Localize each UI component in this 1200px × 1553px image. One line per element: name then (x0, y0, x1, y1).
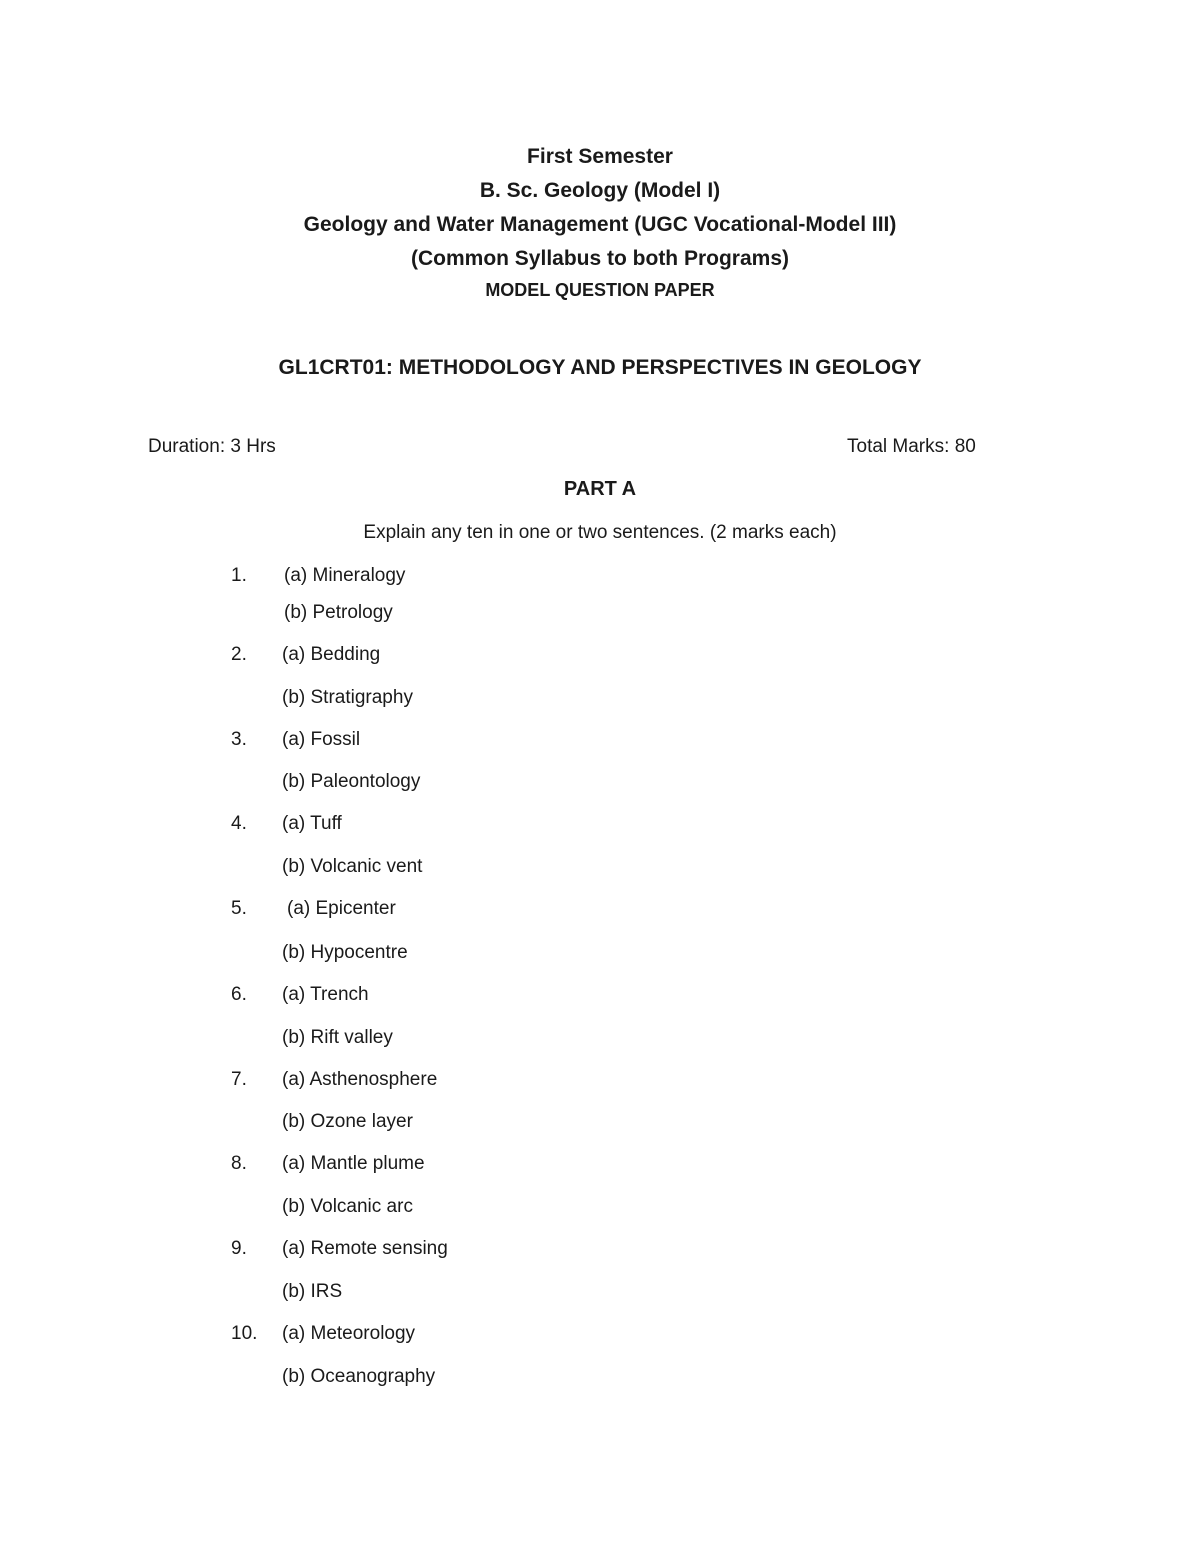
question-number: 6. (231, 984, 247, 1005)
question-option-b: (b) Stratigraphy (282, 687, 413, 708)
question-option-a: (a) Mineralogy (284, 565, 406, 586)
question-option-b: (b) Hypocentre (282, 942, 408, 963)
question-option-a: (a) Fossil (282, 729, 361, 750)
question-number: 10. (231, 1323, 258, 1344)
part-a-instruction: Explain any ten in one or two sentences. (2 marks each) (363, 522, 837, 543)
question-option-a: (a) Tuff (282, 813, 342, 834)
part-a-title: PART A (563, 478, 637, 500)
question-number: 8. (231, 1153, 247, 1174)
question-number: 3. (231, 729, 247, 750)
question-option-b: (b) Volcanic arc (282, 1196, 413, 1217)
course-title: GL1CRT01: METHODOLOGY AND PERSPECTIVES IN GEOLOGY (278, 356, 922, 379)
duration-label: Duration: 3 Hrs (148, 436, 276, 457)
question-option-a: (a) Trench (282, 984, 369, 1005)
semester-heading: First Semester (527, 145, 673, 168)
question-number: 2. (231, 644, 247, 665)
paper-type-heading: MODEL QUESTION PAPER (485, 280, 715, 300)
question-number: 1. (231, 565, 247, 586)
question-option-a: (a) Asthenosphere (282, 1069, 438, 1090)
question-number: 9. (231, 1238, 247, 1259)
question-option-a: (a) Mantle plume (282, 1153, 425, 1174)
question-option-a: (a) Bedding (282, 644, 381, 665)
vocational-programme-heading: Geology and Water Management (UGC Vocational-Model III) (303, 213, 897, 236)
question-option-a: (a) Epicenter (287, 898, 396, 919)
question-option-b: (b) IRS (282, 1281, 343, 1302)
question-number: 5. (231, 898, 247, 919)
question-option-b: (b) Ozone layer (282, 1111, 413, 1132)
question-option-a: (a) Remote sensing (282, 1238, 448, 1259)
question-option-b: (b) Petrology (284, 602, 393, 623)
question-number: 4. (231, 813, 247, 834)
question-option-b: (b) Volcanic vent (282, 856, 423, 877)
programme-heading: B. Sc. Geology (Model I) (479, 179, 721, 202)
common-syllabus-note: (Common Syllabus to both Programs) (410, 247, 790, 270)
question-option-b: (b) Paleontology (282, 771, 421, 792)
question-number: 7. (231, 1069, 247, 1090)
question-option-b: (b) Rift valley (282, 1027, 393, 1048)
question-option-b: (b) Oceanography (282, 1366, 436, 1387)
question-option-a: (a) Meteorology (282, 1323, 416, 1344)
total-marks-label: Total Marks: 80 (847, 436, 976, 457)
